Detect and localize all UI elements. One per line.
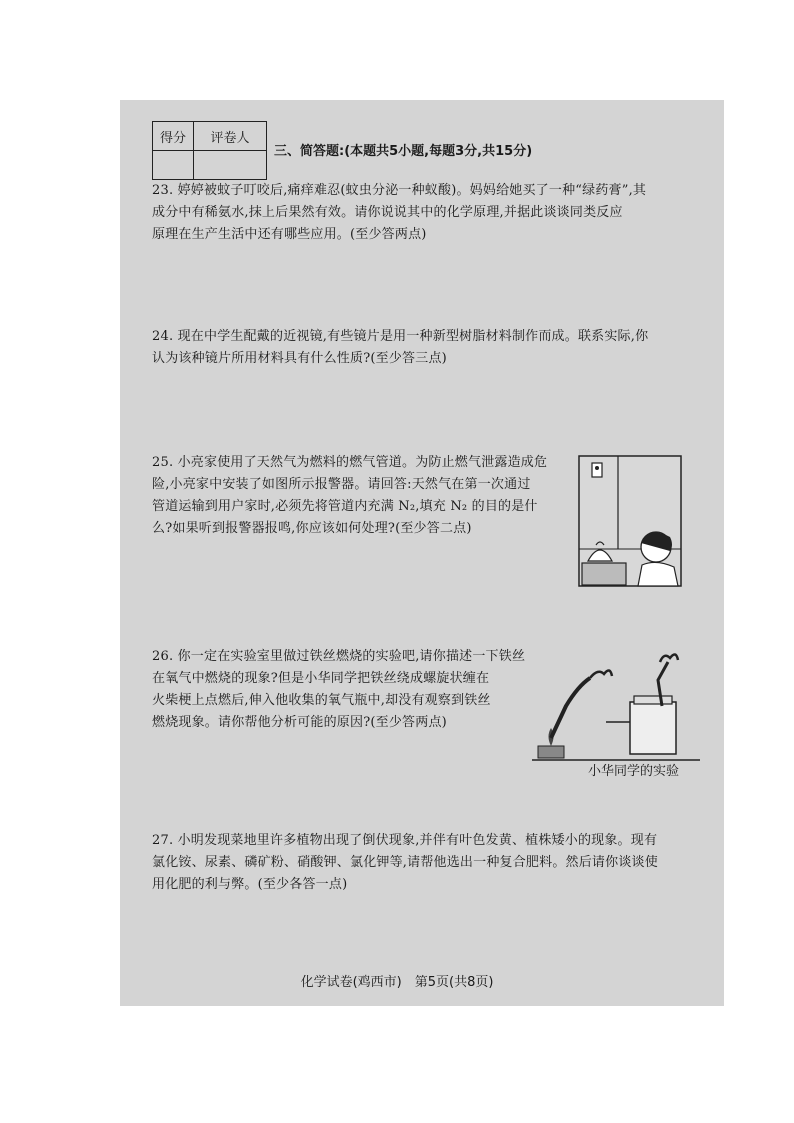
- gas-alarm-illustration: [578, 455, 682, 587]
- question-line: 25. 小亮家使用了天然气为燃料的燃气管道。为防止燃气泄露造成危: [152, 455, 548, 470]
- question-line: 管道运输到用户家时,必须先将管道内充满 N₂,填充 N₂ 的目的是什: [152, 499, 538, 514]
- alcohol-lamp-icon: [538, 746, 564, 758]
- oxygen-jar-icon: [630, 702, 676, 754]
- iron-wire-experiment-illustration: [530, 646, 702, 764]
- question-25: [152, 452, 547, 540]
- question-line: 氯化铵、尿素、磷矿粉、硝酸钾、氯化钾等,请帮他选出一种复合肥料。然后请你谈谈使: [152, 855, 658, 870]
- question-line: 成分中有稀氨水,抹上后果然有效。请你说说其中的化学原理,并据此谈谈同类反应: [152, 205, 623, 220]
- hand-right-icon: [660, 654, 678, 662]
- score-table: [152, 121, 267, 180]
- grader-header: 评卷人: [194, 122, 267, 151]
- hand-left-icon: [590, 670, 612, 678]
- question-line: 26. 你一定在实验室里做过铁丝燃烧的实验吧,请你描述一下铁丝: [152, 649, 526, 664]
- question-line: 燃烧现象。请你帮他分析可能的原因?(至少答两点): [152, 715, 447, 730]
- section-title: 三、简答题:(本题共5小题,每题3分,共15分): [274, 144, 533, 159]
- question-line: 险,小亮家中安装了如图所示报警器。请回答:天然气在第一次通过: [152, 477, 531, 492]
- figure-caption: 小华同学的实验: [588, 764, 680, 779]
- question-line: 27. 小明发现菜地里许多植物出现了倒伏现象,并伴有叶色发黄、植株矮小的现象。现有: [152, 833, 658, 848]
- question-line: 么?如果听到报警器报鸣,你应该如何处理?(至少答二点): [152, 521, 472, 536]
- question-line: 24. 现在中学生配戴的近视镜,有些镜片是用一种新型树脂材料制作而成。联系实际,你: [152, 329, 649, 344]
- question-line: 用化肥的利与弊。(至少各答一点): [152, 877, 348, 892]
- question-26: [152, 646, 525, 734]
- question-27: [152, 830, 658, 896]
- grader-cell: [194, 151, 267, 180]
- score-cell: [153, 151, 194, 180]
- question-line: 在氧气中燃烧的现象?但是小华同学把铁丝绕成螺旋状缠在: [152, 671, 490, 686]
- question-line: 认为该种镜片所用材料具有什么性质?(至少答三点): [152, 351, 447, 366]
- stove-icon: [582, 563, 626, 585]
- question-line: 原理在生产生活中还有哪些应用。(至少答两点): [152, 227, 427, 242]
- question-line: 23. 婷婷被蚊子叮咬后,痛痒难忍(蚊虫分泌一种蚁酸)。妈妈给她买了一种“绿药膏”,其: [152, 183, 647, 198]
- question-24: [152, 326, 648, 370]
- score-header: 得分: [153, 122, 194, 151]
- question-23: [152, 180, 646, 246]
- question-line: 火柴梗上点燃后,伸入他收集的氧气瓶中,却没有观察到铁丝: [152, 693, 491, 708]
- page-footer: 化学试卷(鸡西市) 第5页(共8页): [300, 975, 494, 990]
